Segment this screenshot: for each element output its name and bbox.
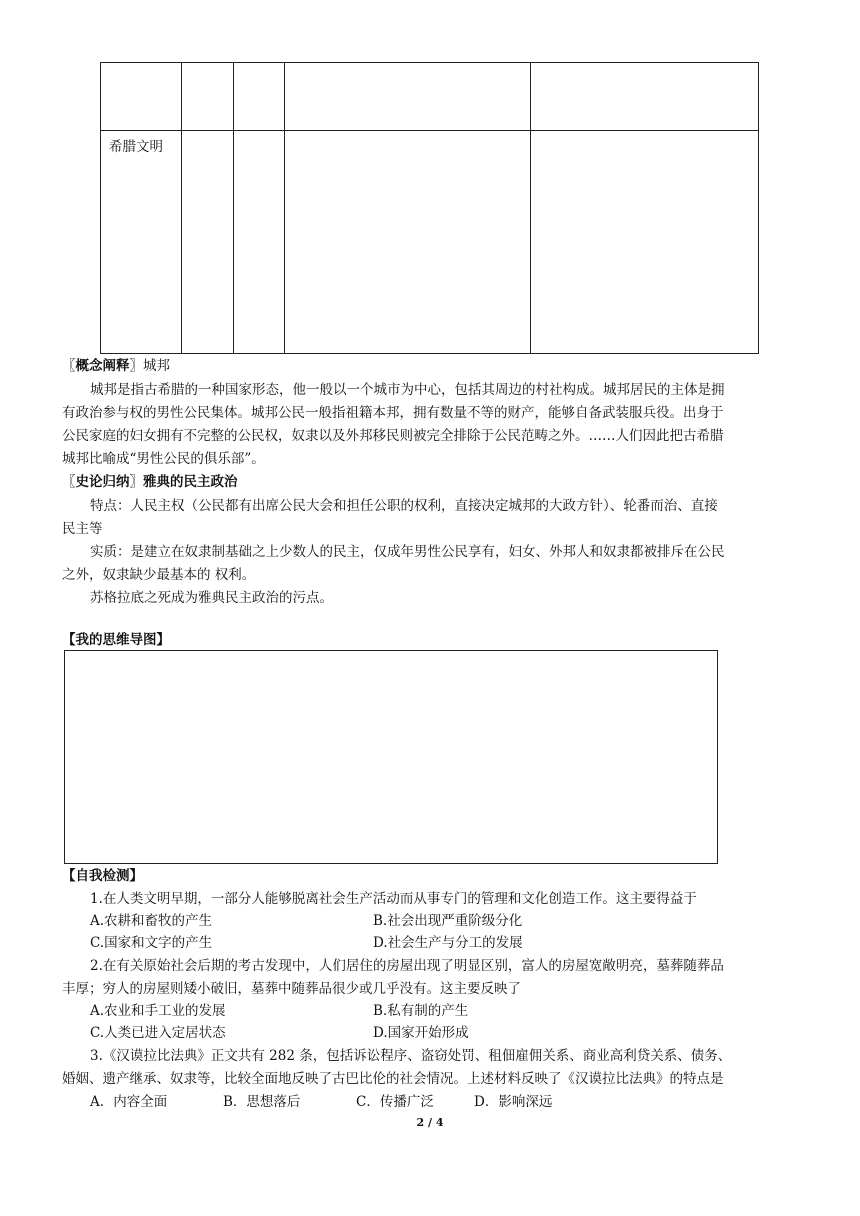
- q2-stem-line-1: 2.在有关原始社会后期的考古发现中，人们居住的房屋出现了明显区别，富人的房屋宽敞明亮，墓葬随葬品: [90, 958, 724, 974]
- table-col-divider: [181, 63, 182, 353]
- concept-heading-label: 概念阐释: [75, 358, 130, 374]
- q2-option-c: C.人类已进入定居状态: [90, 1025, 226, 1041]
- q3-option-b: B．思想落后: [223, 1094, 301, 1110]
- q3-stem-line-2: 婚姻、遗产继承、奴隶等，比较全面地反映了古巴比伦的社会情况。上述材料反映了《汉谟拉比法典》的特点是: [62, 1071, 724, 1087]
- page-number: 2 / 4: [416, 1116, 444, 1129]
- q2-stem-line-2: 丰厚；穷人的房屋则矮小破旧，墓葬中随葬品很少或几乎没有。这主要反映了: [62, 981, 521, 997]
- table-col-divider: [233, 63, 234, 353]
- comparison-table: [100, 62, 759, 354]
- summary-line-1: 特点：人民主权（公民都有出席公民大会和担任公职的权利，直接决定城邦的大政方针）、轮番而治、直接: [90, 498, 718, 514]
- q1-option-d: D.社会生产与分工的发展: [373, 935, 523, 951]
- q3-option-d: D．影响深远: [474, 1094, 553, 1110]
- q1-option-b: B.社会出现严重阶级分化: [373, 913, 523, 929]
- summary-line-4: 之外，奴隶缺少最基本的 权利。: [62, 567, 256, 583]
- summary-heading-label: 史论归纳: [75, 474, 130, 490]
- q1-stem: 1.在人类文明早期，一部分人能够脱离社会生产活动而从事专门的管理和文化创造工作。这主要得益于: [90, 891, 697, 907]
- q3-option-a: A．内容全面: [90, 1094, 168, 1110]
- q1-option-c: C.国家和文字的产生: [90, 935, 213, 951]
- concept-topic: 城邦: [143, 358, 170, 374]
- table-col-divider: [530, 63, 531, 353]
- concept-line-4: 城邦比喻成“男性公民的俱乐部”。: [62, 451, 265, 467]
- concept-line-1: 城邦是指古希腊的一种国家形态，他一般以一个城市为中心，包括其周边的村社构成。城邦居民的主体是拥: [90, 382, 725, 398]
- table-col-divider: [284, 63, 285, 353]
- mindmap-box: [64, 650, 718, 864]
- table-row-divider: [101, 130, 758, 131]
- q1-option-a: A.农耕和畜牧的产生: [90, 913, 213, 929]
- q2-option-d: D.国家开始形成: [373, 1025, 469, 1041]
- summary-line-5: 苏格拉底之死成为雅典民主政治的污点。: [90, 590, 333, 606]
- q2-option-b: B.私有制的产生: [373, 1003, 469, 1019]
- q3-stem-line-1: 3.《汉谟拉比法典》正文共有 282 条，包括诉讼程序、盗窃处罚、租佃雇佣关系、商业高利贷关系、债务、: [90, 1048, 732, 1064]
- table-cell-civilization: 希腊文明: [109, 139, 163, 155]
- summary-line-3: 实质：是建立在奴隶制基础之上少数人的民主，仅成年男性公民享有，妇女、外邦人和奴隶都被排斥在公民: [90, 544, 725, 560]
- concept-line-3: 公民家庭的妇女拥有不完整的公民权，奴隶以及外邦移民则被完全排除于公民范畴之外。……人们因此把古希腊: [62, 428, 724, 444]
- concept-heading: 〖概念阐释〗城邦: [62, 358, 170, 374]
- summary-topic: 雅典的民主政治: [143, 474, 238, 490]
- selfcheck-heading: 【自我检测】: [62, 868, 143, 884]
- summary-line-2: 民主等: [62, 521, 103, 537]
- q2-option-a: A.农业和手工业的发展: [90, 1003, 226, 1019]
- summary-heading: 〖史论归纳〗雅典的民主政治: [62, 474, 238, 490]
- concept-line-2: 有政治参与权的男性公民集体。城邦公民一般指祖籍本邦，拥有数量不等的财产，能够自备武装服兵役。出身于: [62, 405, 724, 421]
- mindmap-heading: 【我的思维导图】: [62, 632, 170, 648]
- q3-option-c: C．传播广泛: [356, 1094, 434, 1110]
